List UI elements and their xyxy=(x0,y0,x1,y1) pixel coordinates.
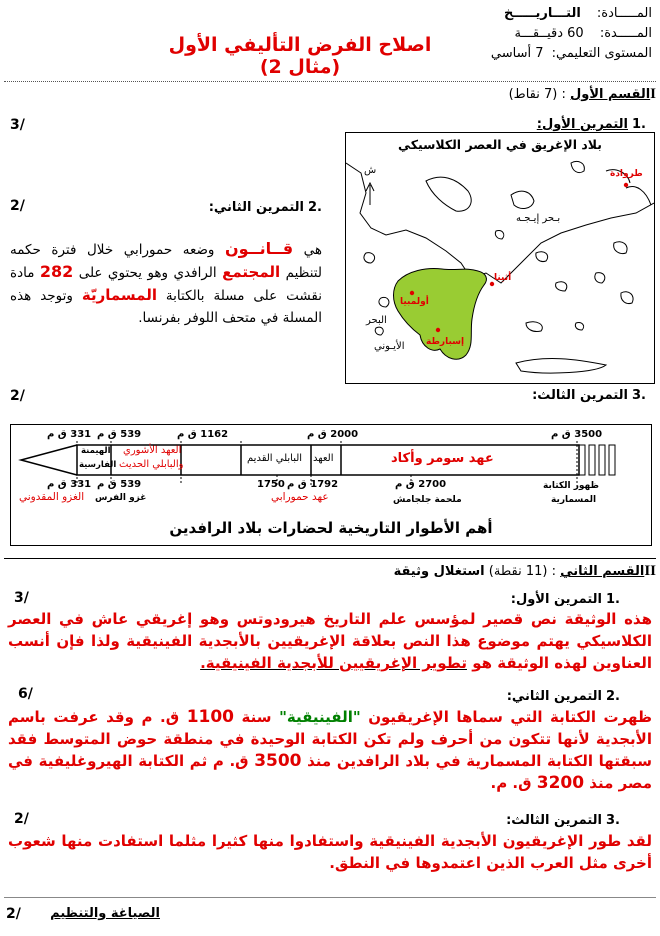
level-value: 7 أساسي xyxy=(490,46,544,61)
s2ex1-title-answer: تطوير الإغريقيين للأبجدية الفينيقية. xyxy=(200,654,467,672)
ex3-title: التمرين الثالث: xyxy=(532,388,628,403)
date-539-top: 539 ق م xyxy=(97,429,142,440)
ex2-text-2: وضعه حمورابي خلال فترة حكمه لتنظيم xyxy=(10,242,322,281)
section2-subtitle: استغلال وثيقة xyxy=(393,564,485,579)
s2ex3-score: 2/ xyxy=(14,811,29,827)
subject-value: التـــاريـــــخ xyxy=(503,6,581,21)
header-separator xyxy=(4,81,656,82)
s2ex1-text: هذه الوثيقة نص قصير لمؤسس علم التاريخ هيرودوتس وهو إغريقي عاش في العصر الكلاسيكي يهتم موضوع هذا النص بعلاقة الإغريقيين بالأبجدية الفينيقية ولذا فإن أنسب العناوين لهذه الوثيقة هو xyxy=(8,610,652,672)
ex2-text-1: هي xyxy=(293,242,322,258)
s2ex2-text-4: ق. م ثم الكتابة الهيروغليفية في مصر منذ xyxy=(8,752,652,792)
greece-map xyxy=(345,132,655,384)
ionian-label-1: البحر xyxy=(366,315,387,326)
olympia-dot xyxy=(410,291,414,295)
ex3-label xyxy=(446,388,646,403)
era-babylon: البابلي القديم xyxy=(247,453,303,464)
date-1750: 1750 xyxy=(257,479,285,490)
timeline-box xyxy=(10,424,652,546)
date-539-bottom: 539 ق م xyxy=(97,479,142,490)
sparta-dot xyxy=(436,328,440,332)
era-ahd: العهد xyxy=(313,453,334,464)
olympia-label: أولمبيا xyxy=(400,297,429,307)
event-gilgamesh: ملحمة جلجامش xyxy=(393,495,462,505)
s2ex3-title: التمرين الثالث: xyxy=(506,813,602,828)
ex2-answer xyxy=(10,238,322,329)
ex1-label xyxy=(446,117,646,132)
section2-separator xyxy=(4,558,656,559)
s2ex1-label xyxy=(420,592,620,607)
date-2700: 2700 ق م xyxy=(395,479,447,490)
level-label: المستوى التعليمي: xyxy=(551,46,652,61)
s2ex2-label xyxy=(420,689,620,704)
event-writing-2: المسمارية xyxy=(551,495,597,505)
ex3-number: .3 xyxy=(632,388,646,403)
ex1-number: .1 xyxy=(632,117,646,132)
section1-points: : (7 نقاط) xyxy=(508,87,566,102)
s2ex2-text-3: ق. م وقد عرفت باسم الأبجدية لأنها تتكون من أحرف ولم تكن الكتابة الوحيدة في منطقة حوض المتوسط فقد سبقتها الكتابة المسمارية في بلاد الرافدين منذ xyxy=(8,708,652,770)
era-assyrian-2: والبابلي الحديث xyxy=(119,459,184,470)
ex2-text-3: الرافدي وهو يحتوي على xyxy=(73,265,223,281)
athens-label: أثينا xyxy=(494,273,512,283)
duration-value: 60 دقيــقـــة xyxy=(514,26,584,41)
s2ex2-number: .2 xyxy=(606,689,620,704)
ex2-keyword-282: 282 xyxy=(39,262,74,281)
s2ex3-label xyxy=(420,813,620,828)
duration-row xyxy=(477,24,652,44)
timeline-caption: أهم الأطوار التاريخية لحضارات بلاد الرافدين xyxy=(169,519,493,537)
s2ex2-answer xyxy=(8,706,652,794)
ex2-score: 2/ xyxy=(10,198,25,214)
footer-title: الصياغة والتنظيم xyxy=(50,906,160,921)
s2ex2-title: التمرين الثاني: xyxy=(506,689,602,704)
ex2-title: التمرين الثاني: xyxy=(208,200,304,215)
date-1792: 1792 ق م xyxy=(287,479,339,490)
era-persian-2: الفارسية xyxy=(79,460,117,470)
s2ex1-number: .1 xyxy=(606,592,620,607)
s2ex3-text: لقد طور الإغريقيون الأبجدية الفينيقية واستفادوا منها كثيرا مثلما استفادت منها شعوب أخرى مثل العرب الذين اعتمدوها في النطق. xyxy=(8,832,652,872)
section2-numeral: II xyxy=(644,563,656,579)
ex1-title: التمرين الأول: xyxy=(536,117,628,132)
s2ex1-score: 3/ xyxy=(14,590,29,606)
section1-numeral: I xyxy=(650,86,656,102)
s2ex2-text-5: ق. م. xyxy=(490,774,537,792)
footer-separator xyxy=(4,897,656,898)
event-hammurabi: عهد حمورابي xyxy=(271,491,329,503)
date-2000: 2000 ق م xyxy=(307,429,359,440)
sparta-label: إسبارطة xyxy=(426,337,465,347)
ex2-keyword-law: قــانــون xyxy=(225,239,294,258)
ex2-label xyxy=(122,200,322,215)
s2ex1-answer xyxy=(8,608,652,674)
event-writing-1: ظهور الكتابة xyxy=(543,481,599,491)
date-1162: 1162 ق م xyxy=(177,429,229,440)
section2-heading xyxy=(256,563,656,580)
s2ex2-score: 6/ xyxy=(18,686,33,702)
ex3-score: 2/ xyxy=(10,388,25,404)
s2ex1-title: التمرين الأول: xyxy=(510,592,602,607)
section2-title: القسم الثاني xyxy=(560,564,645,579)
level-row xyxy=(477,44,652,64)
ex2-text-4: مادة نقشت على مسلة بالكتابة xyxy=(10,265,323,304)
section1-title: القسم الأول xyxy=(570,87,651,102)
s2ex3-answer xyxy=(8,830,652,874)
s2ex2-text-2: سنة xyxy=(234,708,280,726)
ex2-keyword-society: المجتمع xyxy=(222,263,281,281)
era-assyrian-1: العهد الأشوري xyxy=(123,445,182,456)
s2ex2-text-1: ظهرت الكتابة التي سماها الإغريقيون xyxy=(360,708,652,726)
footer-score: 2/ xyxy=(6,906,21,922)
era-persian-1: الهيمنة xyxy=(81,446,111,456)
subject-row xyxy=(477,4,652,24)
aegean-label: بـحر إيـجـه xyxy=(516,213,561,224)
page-title: اصلاح الفرض التأليفي الأول (مثال 2) xyxy=(168,34,432,78)
subject-label: المـــــادة: xyxy=(596,6,652,21)
ionian-label-2: الأيـوني xyxy=(374,341,405,352)
s2ex2-year-3500: 3500 xyxy=(254,751,302,771)
date-331-bottom: 331 ق م xyxy=(47,479,92,490)
s2ex2-phoenician: "الفينيقية" xyxy=(279,708,361,726)
date-3500: 3500 ق م xyxy=(551,429,603,440)
ex2-keyword-cuneiform: المسماريّة xyxy=(81,286,157,304)
troy-dot xyxy=(624,183,628,187)
ex1-score: 3/ xyxy=(10,117,25,133)
north-label: ش xyxy=(364,165,377,176)
section2-points: : (11 نقطة) xyxy=(488,564,556,579)
event-persian: غزو الفرس xyxy=(95,493,147,503)
duration-label: المـــــدة: xyxy=(599,26,652,41)
section1-heading xyxy=(356,86,656,103)
date-331-top: 331 ق م xyxy=(47,429,92,440)
map-title: بلاد الإغريق في العصر الكلاسيكي xyxy=(398,137,602,152)
ex2-number: .2 xyxy=(308,200,322,215)
troy-label: طروادة xyxy=(610,169,643,179)
s2ex2-year-3200: 3200 xyxy=(536,773,585,793)
s2ex2-year-1100: 1100 xyxy=(186,707,235,727)
era-sumer: عهد سومر وأكاد xyxy=(391,451,494,466)
header-info xyxy=(477,4,652,64)
event-macedonian: الغزو المقدوني xyxy=(19,491,85,503)
ex2-text-5: وتوجد هذه المسلة في متحف اللوفر بفرنسا. xyxy=(10,288,322,326)
s2ex3-number: .3 xyxy=(606,813,620,828)
